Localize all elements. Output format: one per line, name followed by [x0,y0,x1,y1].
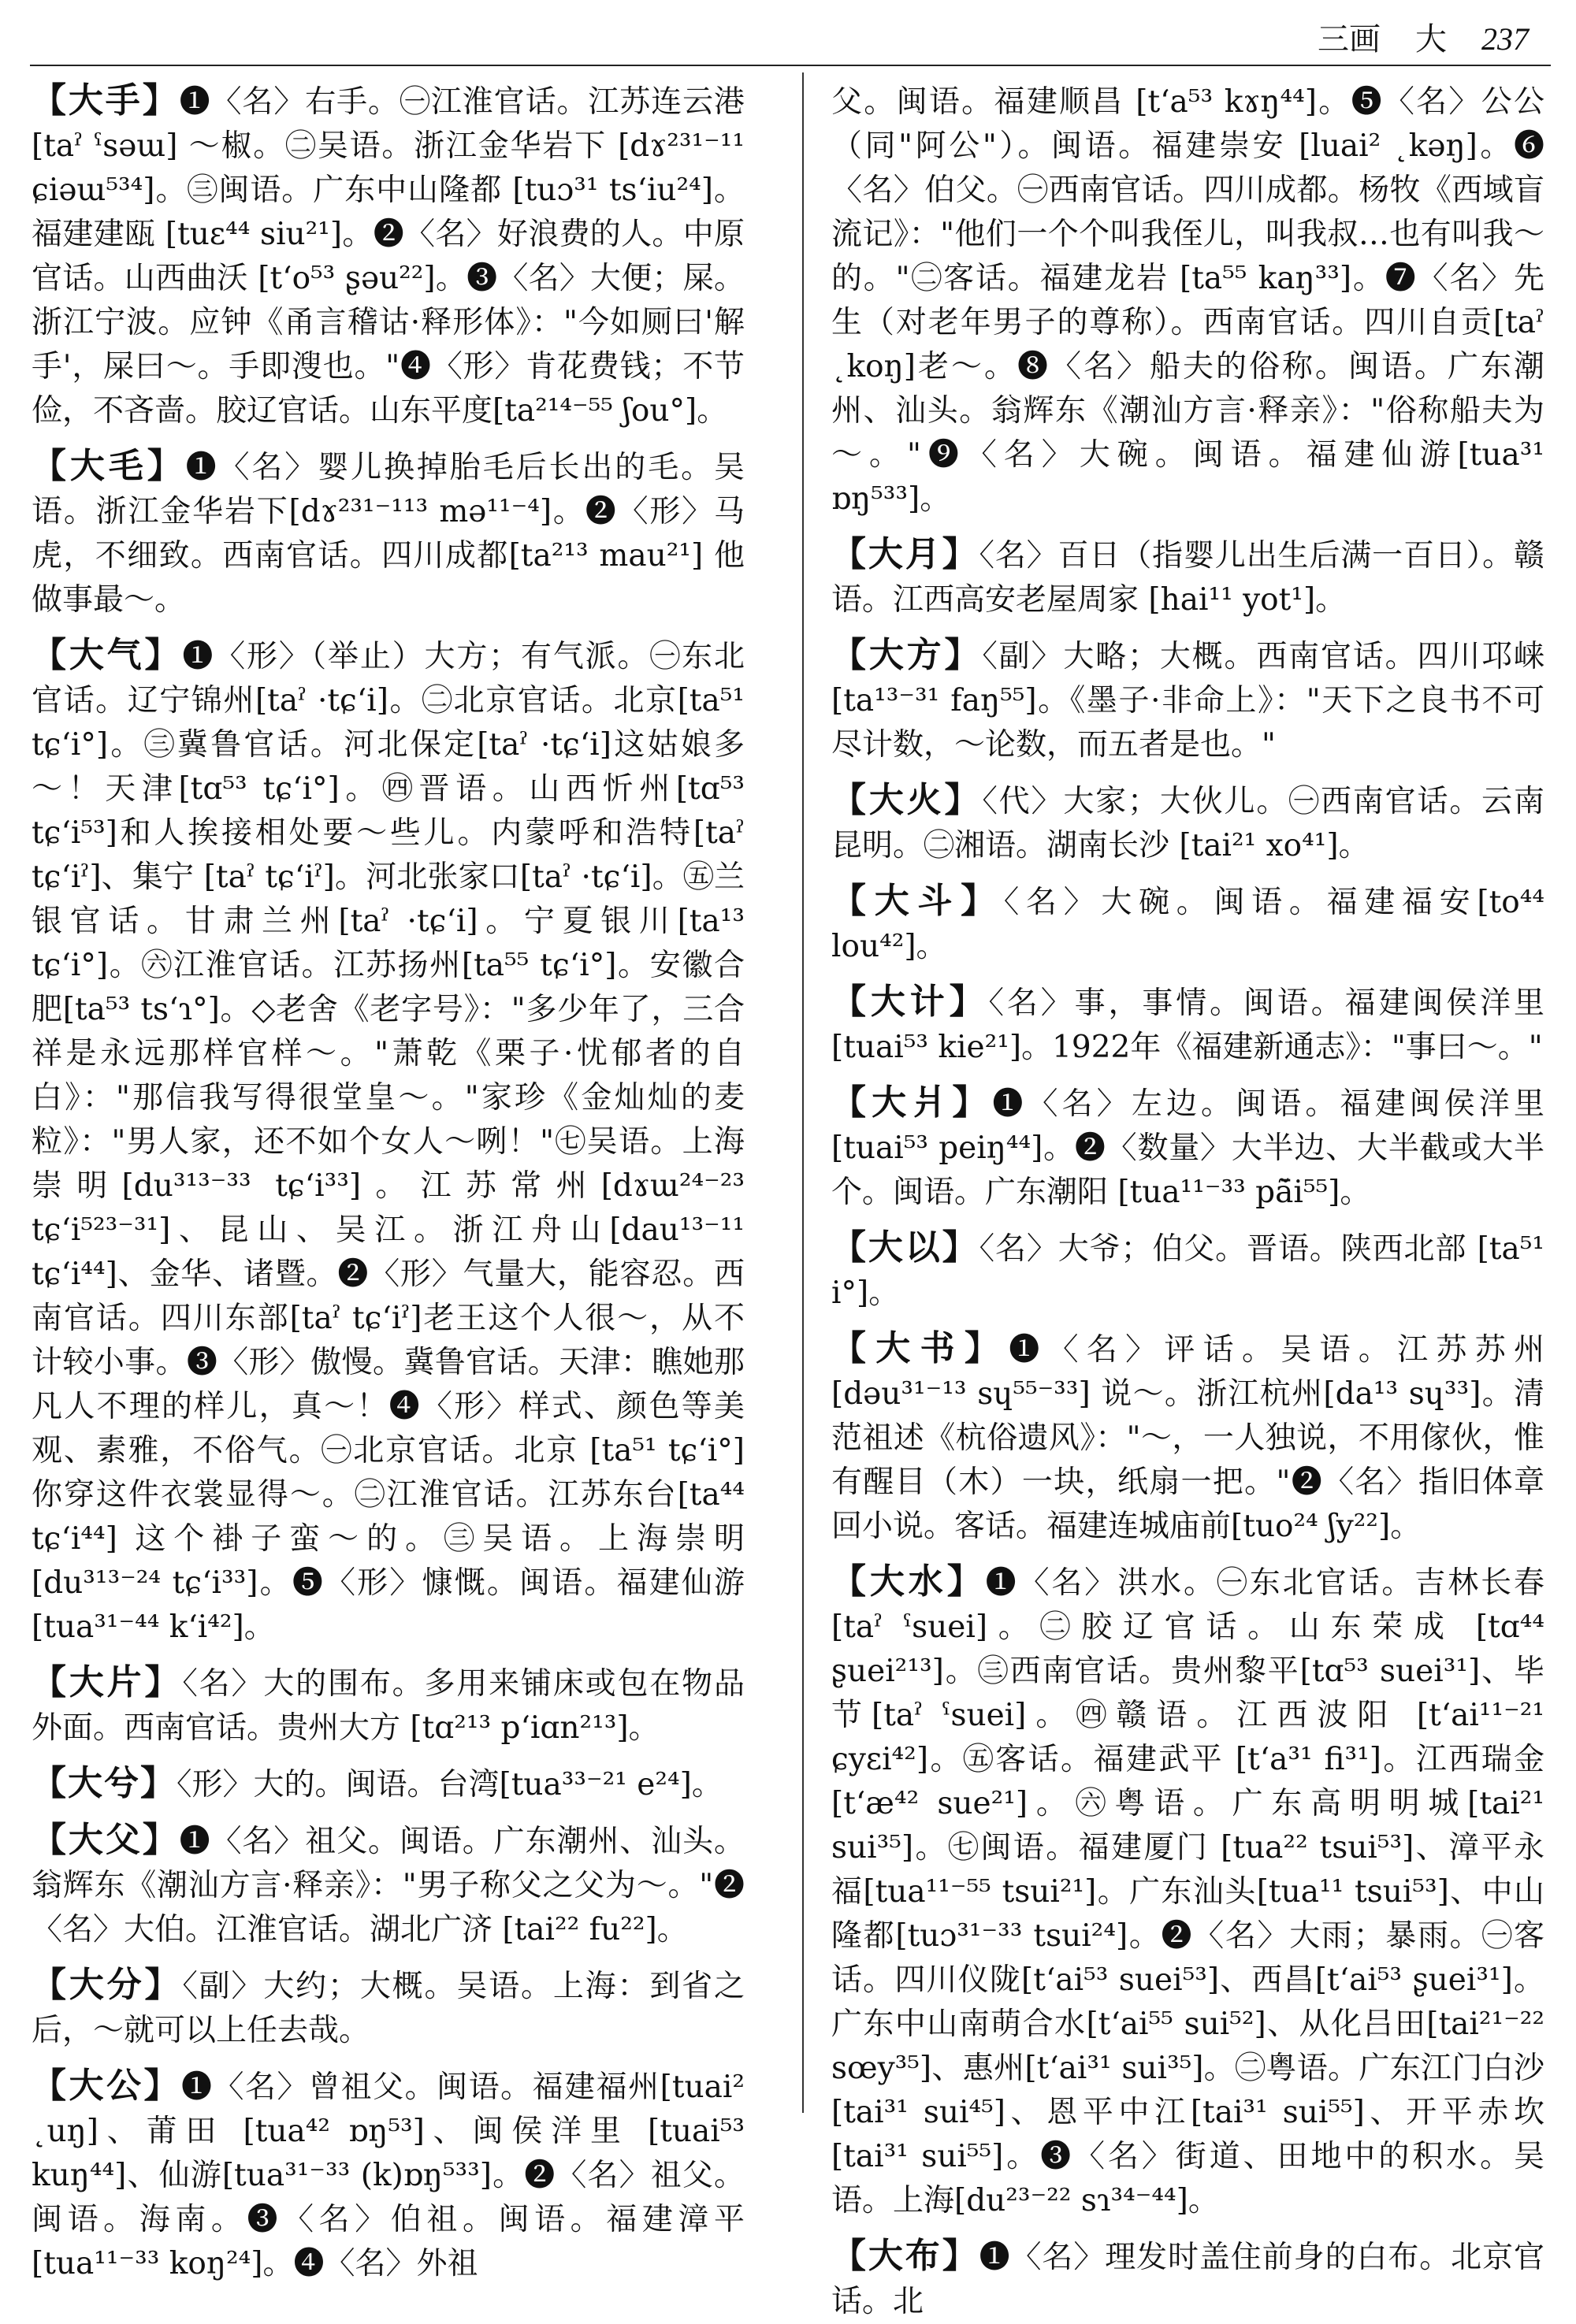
entry-definition: 〈名〉百日（指婴儿出生后满一百日）。赣语。江西高安老屋周家 [hai¹¹ yot¹]。 [831,538,1544,618]
column-divider [802,72,804,2113]
entry [32,1963,745,2053]
entry [831,1327,1544,1549]
entry-headword: 【大手】 [32,80,180,121]
entry-headword: 【大公】 [32,2066,182,2106]
entry-headword: 【大兮】 [32,1763,177,1803]
entry [32,1762,745,1807]
entry-definition: 父。闽语。福建顺昌 [tʻa⁵³ kɤŋ⁴⁴]。❺〈名〉公公（同"阿公"）。闽语。福建崇安 [luai² ˛kəŋ]。❻〈名〉伯父。㊀西南官话。四川成都。杨牧《西域盲流记》："他们一个个叫我侄儿，叫我叔…也有叫我～的。"㊁客话。福建龙岩 [ta⁵⁵ kaŋ³³]。❼〈名〉先生（对老年男子的尊称）。西南官话。四川自贡[taˀ ˛koŋ]老～。❽〈名〉船夫的俗称。闽语。广东潮州、汕头。翁辉东《潮汕方言·释亲》："俗称船夫为～。"❾〈名〉大碗。闽语。福建仙游[tua³¹ ɒŋ⁵³³]。 [831,84,1544,517]
entry-definition: ❶〈名〉左边。闽语。福建闽侯洋里 [tuai⁵³ peiŋ⁴⁴]。❷〈数量〉大半边、大半截或大半个。闽语。广东潮阳 [tua¹¹⁻³³ pã̄i⁵⁵]。 [831,1086,1544,1210]
entry [32,1818,745,1952]
entry-headword: 【大方】 [831,635,983,675]
entry-headword: 【大斗】 [831,881,1004,921]
entry-headword: 【大书】 [831,1328,1009,1368]
entry-definition: ❶〈名〉评话。吴语。江苏苏州 [dəu³¹⁻¹³ sɥ⁵⁵⁻³³] 说～。浙江杭州[da¹³ sɥ³³]。清范祖述《杭俗遗风》："～，一人独说，不用傢伙，惟有醒目（木）一块，纸扇一把。"❷〈名〉指旧体章回小说。客话。福建连城庙前[tuo²⁴ ʃy²²]。 [831,1332,1544,1544]
entry-definition: 〈形〉大的。闽语。台湾[tua³³⁻²¹ e²⁴]。 [177,1767,723,1802]
entry [32,2064,745,2286]
entry [831,1226,1544,1316]
entry-definition: ❶〈名〉婴儿换掉胎毛后长出的毛。吴语。浙江金华岩下[dɤ²³¹⁻¹¹³ mə¹¹⁻⁴]。❷〈形〉马虎，不细致。西南官话。四川成都[ta²¹³ mau²¹] 他做事最～。 [32,450,745,618]
entry-definition: ❶〈名〉曾祖父。闽语。福建福州[tuai² ˛uŋ]、莆田 [tua⁴² ɒŋ⁵³]、闽侯洋里 [tuai⁵³ kuŋ⁴⁴]、仙游[tua³¹⁻³³ (k)ɒŋ⁵³³]。❷〈名〉祖父。闽语。海南。❸〈名〉伯祖。闽语。福建漳平[tua¹¹⁻³³ koŋ²⁴]。❹〈名〉外祖 [32,2070,745,2281]
entry [831,2234,1544,2324]
entry [32,633,745,1650]
entry-definition: ❶〈名〉洪水。㊀东北官话。吉林长春 [taˀ ˤsuei]。㊁胶辽官话。山东荣成 [tɑ⁴⁴ ʂuei²¹³]。㊂西南官话。贵州黎平[tɑ⁵³ suei³¹]、毕节[taˀ ˤsuei]。㊃赣语。江西波阳 [tʻai¹¹⁻²¹ ɕyɛi⁴²]。㊄客话。福建武平 [tʻa³¹ fi³¹]。江西瑞金 [tʻæ⁴² sue²¹]。㊅粤语。广东高明明城[tai²¹ sui³⁵]。㊆闽语。福建厦门 [tua²² tsui⁵³]、漳平永福[tua¹¹⁻⁵⁵ tsui²¹]。广东汕头[tua¹¹ tsui⁵³]、中山隆都[tuɔ³¹⁻³³ tsui²⁴]。❷〈名〉大雨；暴雨。㊀客话。四川仪陇[tʻai⁵³ suei⁵³]、西昌[tʻai⁵³ ʂuei³¹]。广东中山南萌合水[tʻai⁵⁵ sui⁵²]、从化吕田[tai²¹⁻²² sœy³⁵]、惠州[tʻai³¹ sui³⁵]。㊁粤语。广东江门白沙[tai³¹ sui⁴⁵]、恩平中江[tai³¹ sui⁵⁵]、开平赤坎 [tai³¹ sui⁵⁵]。❸〈名〉街道、田地中的积水。吴语。上海[du²³⁻²² sɿ³⁴⁻⁴⁴]。 [831,1565,1544,2218]
header-rule [30,65,1551,66]
entry-headword: 【大爿】 [831,1082,993,1123]
entry-definition: 〈副〉大约；大概。吴语。上海：到省之后，～就可以上任去哉。 [32,1969,745,2048]
entry [32,444,745,622]
entry-definition: ❶〈名〉右手。㊀江淮官话。江苏连云港[taˀ ˤsəɯ] ～椒。㊁吴语。浙江金华岩下 [dɤ²³¹⁻¹¹ ɕiəɯ⁵³⁴]。㊂闽语。广东中山隆都 [tuɔ³¹ tsʻiu²⁴]。福建建瓯 [tuɛ⁴⁴ siu²¹]。❷〈名〉好浪费的人。中原官话。山西曲沃 [tʻo⁵³ ʂəu²²]。❸〈名〉大便；屎。浙江宁波。应钟《甬言稽诂·释形体》："今如厕曰'解手'，屎曰～。手即溲也。"❹〈形〉肯花费钱；不节俭，不吝啬。胶辽官话。山东平度[ta²¹⁴⁻⁵⁵ ʃou°]。 [32,84,745,429]
entry-definition: ❶〈名〉祖父。闽语。广东潮州、汕头。翁辉东《潮汕方言·释亲》："男子称父之父为～。"❷〈名〉大伯。江淮官话。湖北广济 [tai²² fu²²]。 [32,1824,745,1947]
entry-headword: 【大布】 [831,2236,979,2276]
entry-definition: 〈名〉大碗。闽语。福建福安[to⁴⁴ lou⁴²]。 [831,885,1545,964]
running-head [946,14,1529,61]
entry [831,1560,1544,2223]
entry-definition: 〈副〉大略；大概。西南官话。四川邛崃 [ta¹³⁻³¹ faŋ⁵⁵]。《墨子·非命上》："天下之良书不可尽计数，～论数，而五者是也。" [831,639,1544,763]
entry-headword: 【大火】 [831,780,983,820]
entry-headword: 【大片】 [32,1662,183,1702]
entry-headword: 【大水】 [831,1561,986,1602]
entry [831,1081,1544,1215]
entry-headword: 【大月】 [831,534,979,574]
entry-definition: 〈名〉事，事情。闽语。福建闽侯洋里 [tuai⁵³ kie²¹]。1922年《福建新通志》："事曰～。" [831,986,1544,1065]
entry-definition: 〈名〉大爷；伯父。晋语。陕西北部 [ta⁵¹ i°]。 [831,1231,1544,1311]
entry-continuation [831,79,1544,522]
entry-definition: ❶〈名〉理发时盖住前身的白布。北京官话。北 [831,2240,1544,2319]
section-label: 三画 [1318,21,1381,58]
entry [831,533,1544,622]
entry [831,778,1544,868]
left-column [32,79,745,2281]
page-number: 237 [1481,21,1529,57]
entry-headword: 【大分】 [32,1965,183,2005]
entry [831,980,1544,1070]
entry-headword: 【大父】 [32,1820,180,1860]
radical-label: 大 [1415,21,1447,58]
entry-definition: 〈名〉大的围布。多用来铺床或包在物品外面。西南官话。贵州大方 [tɑ²¹³ pʻiɑn²¹³]。 [32,1666,745,1746]
entry-definition: ❶〈形〉（举止）大方；有气派。㊀东北官话。辽宁锦州[taˀ ·tɕʻi]。㊁北京官话。北京[ta⁵¹ tɕʻi°]。㊂冀鲁官话。河北保定[taˀ ·tɕʻi]这姑娘多～！天津[tɑ⁵³ tɕʻi°]。㊃晋语。山西忻州[tɑ⁵³ tɕʻi⁵³]和人挨接相处要～些儿。内蒙呼和浩特[taˀ tɕʻiˀ]、集宁 [taˀ tɕʻiˀ]。河北张家口[taˀ ·tɕʻi]。㊄兰银官话。甘肃兰州[taˀ ·tɕʻi]。宁夏银川[ta¹³ tɕʻi°]。㊅江淮官话。江苏扬州[ta⁵⁵ tɕʻi°]。安徽合肥[ta⁵³ tsʻɿ°]。◇老舍《老字号》："多少年了，三合祥是永远那样官样～。"萧乾《栗子·忧郁者的自白》："那信我写得很堂皇～。"家珍《金灿灿的麦粒》："男人家，还不如个女人～咧！"㊆吴语。上海崇明[du³¹³⁻³³ tɕʻi³³]。江苏常州[dɤɯ²⁴⁻²³ tɕʻi⁵²³⁻³¹]、昆山、吴江。浙江舟山[dau¹³⁻¹¹ tɕʻi⁴⁴]、金华、诸暨。❷〈形〉气量大，能容忍。西南官话。四川东部[taˀ tɕʻiˀ]老王这个人很～，从不计较小事。❸〈形〉傲慢。冀鲁官话。天津：瞧她那凡人不理的样儿，真～！❹〈形〉样式、颜色等美观、素雅，不俗气。㊀北京官话。北京 [ta⁵¹ tɕʻi°] 你穿这件衣裳显得～。㊁江淮官话。江苏东台[ta⁴⁴ tɕʻi⁴⁴] 这个褂子蛮～的。㊂吴语。上海崇明[du³¹³⁻²⁴ tɕʻi³³]。❺〈形〉慷慨。闽语。福建仙游[tua³¹⁻⁴⁴ kʻi⁴²]。 [32,639,745,1645]
entry [32,1661,745,1750]
right-column [831,79,1545,2319]
entry [831,879,1544,969]
entry-headword: 【大计】 [831,982,989,1022]
entry [831,633,1544,767]
entry-headword: 【大以】 [831,1227,979,1268]
entry-headword: 【大毛】 [32,446,186,486]
entry-headword: 【大气】 [32,635,183,675]
entry [32,79,745,433]
entry-definition: 〈代〉大家；大伙儿。㊀西南官话。云南昆明。㊁湘语。湖南长沙 [tai²¹ xo⁴¹]。 [831,784,1544,863]
